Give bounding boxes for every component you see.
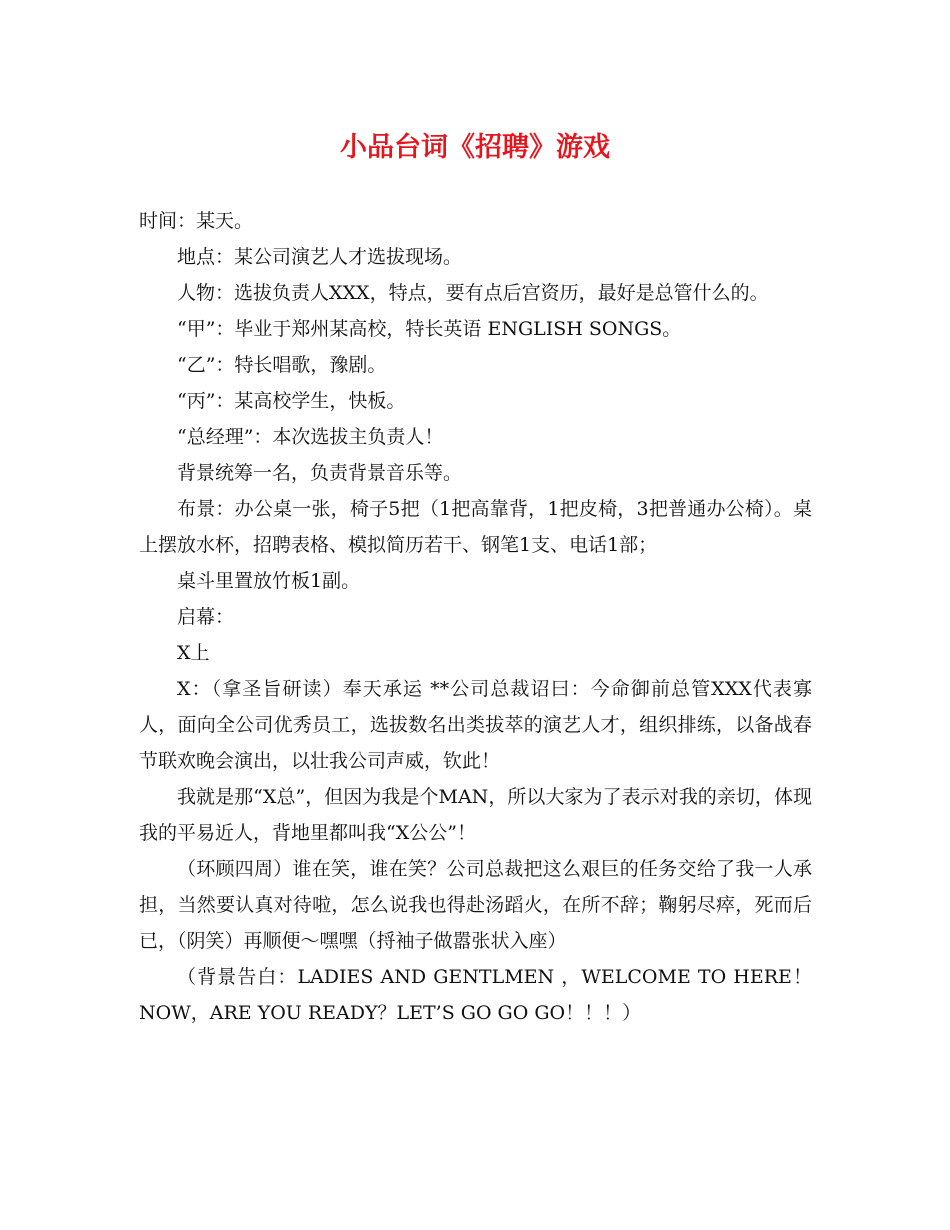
document-body xyxy=(139,203,812,1031)
paragraph-look-around: （环顾四周）谁在笑，谁在笑？公司总裁把这么艰巨的任务交给了我一人承担，当然要认真对待啦，怎么说我也得赴汤蹈火，在所不辞；鞠躬尽瘁，死而后已，（阴笑）再顺便～嘿嘿（捋袖子做嚣张状入座） xyxy=(139,858,812,952)
paragraph-general-manager: “总经理”：本次选拔主负责人！ xyxy=(177,426,444,448)
paragraph-decree: X：（拿圣旨研读）奉天承运 **公司总裁诏曰：今命御前总管XXX代表寡人，面向全公司优秀员工，选拔数名出类拔萃的演艺人才，组织排练，以备战春节联欢晚会演出，以壮我公司声威，钦此！ xyxy=(139,678,812,772)
paragraph-background-announcement: （背景告白：LADIES AND GENTLMEN ，WELCOME TO HERE！NOW，ARE YOU READY？LET’S GO GO GO！！！） xyxy=(139,966,812,1024)
paragraph-curtain-up: 启幕： xyxy=(177,606,235,628)
paragraph-set-design: 布景：办公桌一张，椅子5把（1把高靠背，1把皮椅，3把普通办公椅）。桌上摆放水杯，招聘表格、模拟简历若干、钢笔1支、电话1部； xyxy=(139,498,812,556)
paragraph-character-b: “乙”：特长唱歌，豫剧。 xyxy=(177,354,387,376)
paragraph-characters: 人物：选拔负责人XXX，特点，要有点后宫资历，最好是总管什么的。 xyxy=(177,282,769,304)
paragraph-location: 地点：某公司演艺人才选拔现场。 xyxy=(177,246,463,268)
paragraph-time: 时间：某天。 xyxy=(139,210,254,232)
paragraph-background-coordinator: 背景统筹一名，负责背景音乐等。 xyxy=(177,462,463,484)
paragraph-character-a: “甲”：毕业于郑州某高校，特长英语 ENGLISH SONGS。 xyxy=(177,318,682,340)
paragraph-character-c: “丙”：某高校学生，快板。 xyxy=(177,390,406,412)
paragraph-x-enters: X上 xyxy=(177,642,210,664)
paragraph-x-intro: 我就是那“X总”，但因为我是个MAN，所以大家为了表示对我的亲切，体现我的平易近人，背地里都叫我“X公公”！ xyxy=(139,786,812,844)
paragraph-desk-drawer: 桌斗里置放竹板1副。 xyxy=(177,570,361,592)
document-title: 小品台词《招聘》游戏 xyxy=(340,132,610,163)
